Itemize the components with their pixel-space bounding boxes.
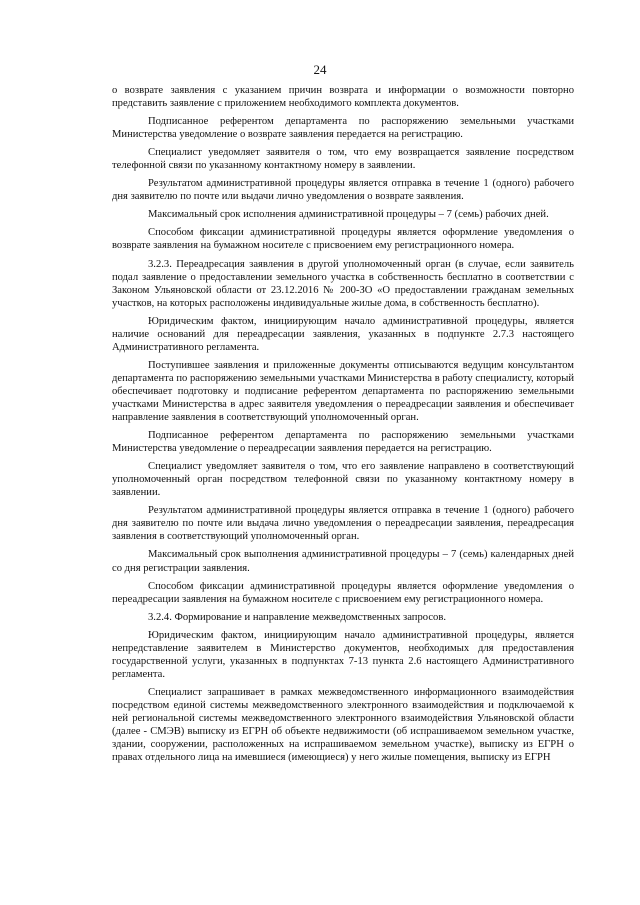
paragraph: Подписанное референтом департамента по распоряжению земельными участками Министерства уведомление о переадресации заявления передается на регистрацию. <box>112 430 574 455</box>
paragraph: Максимальный срок выполнения административной процедуры – 7 (семь) календарных дней со дня регистрации заявления. <box>112 549 574 574</box>
paragraph: Результатом административной процедуры является отправка в течение 1 (одного) рабочего дня заявителю по почте или выдачи лично уведомления о возврате заявления. <box>112 178 574 203</box>
paragraph: Специалист запрашивает в рамках межведомственного информационного взаимодействия посредством единой системы межведомственного электронного взаимодействия и подключаемой к ней региональной системы межведомственного электронного взаимодействия Ульяновской области (далее - СМЭВ) выписку из ЕГРН об объекте недвижимости (об испрашиваемом земельном участке, здании, сооружении, расположенных на испрашиваемом земельном участке), выписку из ЕГРН о правах отдельного лица на имевшиеся (имеющиеся) у него жилые помещения, выписку из ЕГРН <box>112 686 574 764</box>
document-body <box>112 84 574 764</box>
section-heading-3-2-4: 3.2.4. Формирование и направление межведомственных запросов. <box>148 611 446 623</box>
page-number: 24 <box>313 62 327 77</box>
paragraph: Юридическим фактом, инициирующим начало административной процедуры, является непредставление заявителем в Министерство документов, необходимых для предоставления государственной услуги, указанных в подпунктах 7-13 пункта 2.6 настоящего Административного регламента. <box>112 629 574 680</box>
paragraph: Специалист уведомляет заявителя о том, что его заявление направлено в соответствующий уполномоченный орган посредством телефонной связи по указанному контактному номеру в заявлении. <box>112 461 574 499</box>
paragraph: Юридическим фактом, инициирующим начало административной процедуры, является наличие оснований для переадресации заявления, указанных в подпункте 2.7.3 настоящего Административного регламента. <box>112 315 574 353</box>
paragraph: Результатом административной процедуры является отправка в течение 1 (одного) рабочего дня заявителю по почте или выдача лично уведомления о переадресации заявления, переадресация заявления в соответствующий уполномоченный орган. <box>112 505 574 543</box>
section-heading-3-2-3: 3.2.3. Переадресация заявления в другой уполномоченный орган (в случае, если заявитель подал заявление о предоставлении земельного участка в собственность бесплатно в соответствии с Законом Ульяновской области от 23.12.2016 № 200-ЗО «О предоставлении гражданам земельных участков, на которых расположены индивидуальные жилые дома, в собственность бесплатно). <box>112 258 574 309</box>
paragraph: Способом фиксации административной процедуры является оформление уведомления о переадресации заявления на бумажном носителе с присвоением ему регистрационного номера. <box>112 580 574 605</box>
paragraph: Способом фиксации административной процедуры является оформление уведомления о возврате заявления на бумажном носителе с присвоением ему регистрационного номера. <box>112 227 574 252</box>
paragraph: Подписанное референтом департамента по распоряжению земельными участками Министерства уведомление о возврате заявления передается на регистрацию. <box>112 116 574 141</box>
paragraph: Поступившее заявления и приложенные документы отписываются ведущим консультантом департамента по распоряжению земельными участками Министерства в работу специалисту, который обеспечивает подготовку и подписание референтом департамента по распоряжению земельными участками Министерства в адрес заявителя уведомления о переадресации заявления и обеспечивает направление заявления в соответствующий уполномоченный орган. <box>112 359 574 424</box>
paragraph: Максимальный срок исполнения административной процедуры – 7 (семь) рабочих дней. <box>148 209 549 221</box>
paragraph: о возврате заявления с указанием причин возврата и информации о возможности повторно представить заявление с приложением необходимого комплекта документов. <box>112 85 574 110</box>
paragraph: Специалист уведомляет заявителя о том, что ему возвращается заявление посредством телефонной связи по указанному контактному номеру в заявлении. <box>112 147 574 172</box>
